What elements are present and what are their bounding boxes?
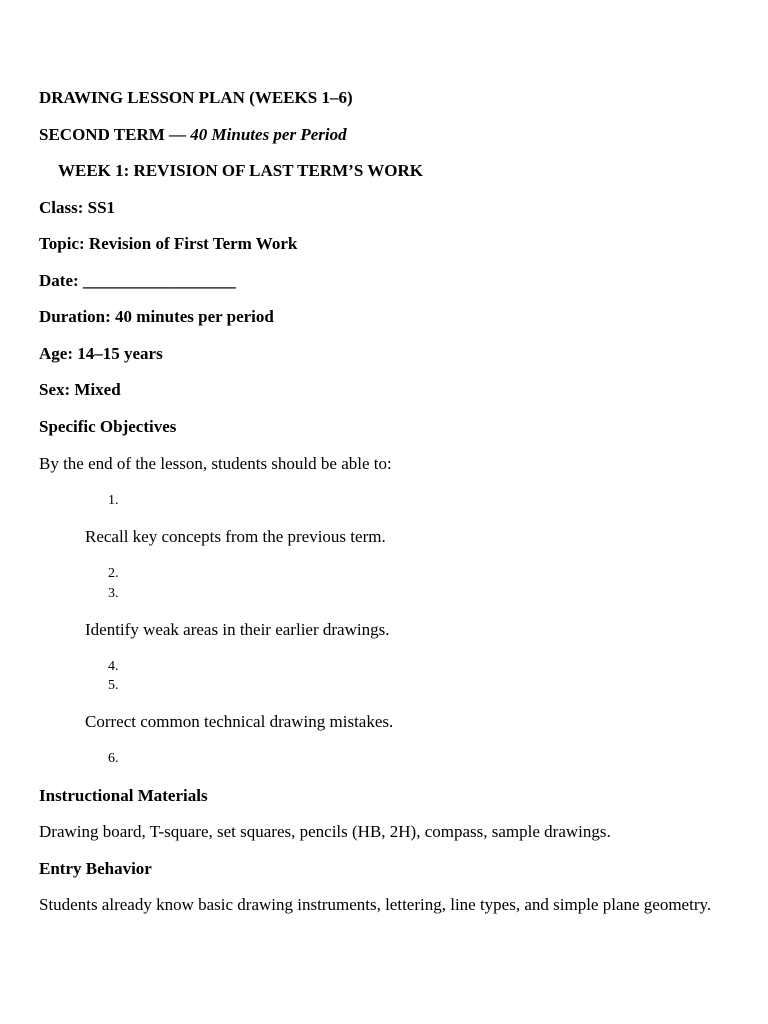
term-label: SECOND TERM — [39, 125, 187, 144]
class-field: Class: SS1 [39, 198, 116, 217]
age-field: Age: 14–15 years [39, 344, 163, 363]
entry-heading: Entry Behavior [39, 859, 152, 878]
date-field: Date: __________________ [39, 271, 236, 290]
objectives-intro: By the end of the lesson, students should be able to: [39, 454, 392, 473]
list-number: 2. [108, 566, 119, 581]
topic-field: Topic: Revision of First Term Work [39, 234, 298, 253]
list-number: 5. [108, 678, 119, 693]
materials-heading: Instructional Materials [39, 786, 208, 805]
document-title: DRAWING LESSON PLAN (WEEKS 1–6) [39, 88, 353, 107]
list-number: 4. [108, 659, 119, 674]
entry-text: Students already know basic drawing instruments, lettering, line types, and simple plane geometry. [39, 895, 712, 914]
objectives-heading: Specific Objectives [39, 417, 177, 436]
list-number: 1. [108, 493, 119, 508]
sex-field: Sex: Mixed [39, 380, 121, 399]
duration-field: Duration: 40 minutes per period [39, 307, 274, 326]
list-number: 3. [108, 586, 119, 601]
week-heading: WEEK 1: REVISION OF LAST TERM’S WORK [58, 161, 423, 180]
term-period: 40 Minutes per Period [190, 125, 347, 144]
objective-item: Correct common technical drawing mistakes. [85, 712, 394, 731]
term-line [39, 124, 347, 145]
objective-item: Identify weak areas in their earlier drawings. [85, 620, 390, 639]
materials-text: Drawing board, T-square, set squares, pencils (HB, 2H), compass, sample drawings. [39, 822, 611, 841]
list-number: 6. [108, 751, 119, 766]
objective-item: Recall key concepts from the previous term. [85, 527, 386, 546]
